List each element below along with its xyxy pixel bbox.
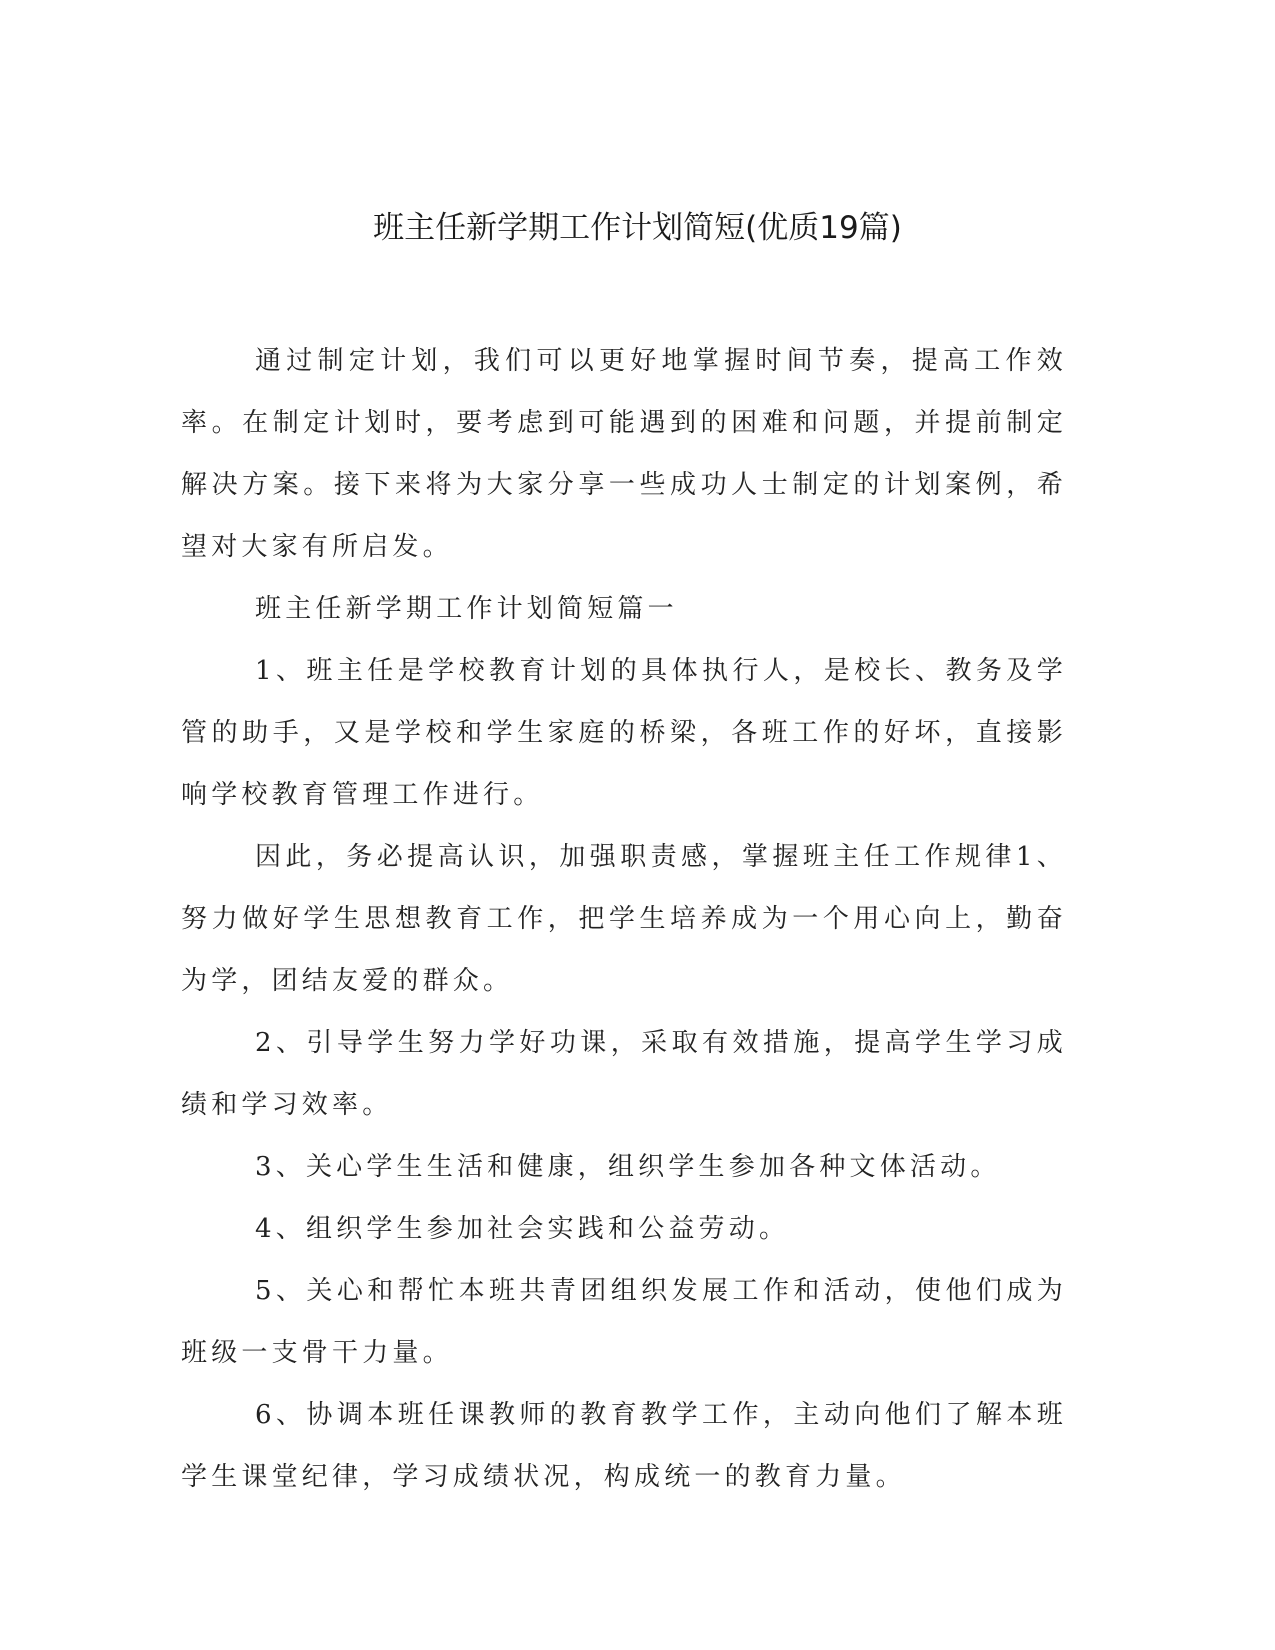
paragraph-item-5: 5、关心和帮忙本班共青团组织发展工作和活动，使他们成为班级一支骨干力量。 — [181, 1276, 1067, 1368]
paragraph-item-1: 1、班主任是学校教育计划的具体执行人，是校长、教务及学管的助手，又是学校和学生家庭的桥梁，各班工作的好坏，直接影响学校教育管理工作进行。 — [181, 656, 1067, 810]
paragraph-item-3: 3、关心学生生活和健康，组织学生参加各种文体活动。 — [255, 1152, 1001, 1182]
document-title: 班主任新学期工作计划简短(优质19篇) — [373, 210, 902, 246]
section-heading: 班主任新学期工作计划简短篇一 — [255, 594, 678, 624]
paragraph-item-4: 4、组织学生参加社会实践和公益劳动。 — [255, 1214, 790, 1244]
paragraph-item-6: 6、协调本班任课教师的教育教学工作，主动向他们了解本班学生课堂纪律，学习成绩状况，构成统一的教育力量。 — [181, 1400, 1067, 1492]
paragraph-intro: 通过制定计划，我们可以更好地掌握时间节奏，提高工作效率。在制定计划时，要考虑到可能遇到的困难和问题，并提前制定解决方案。接下来将为大家分享一些成功人士制定的计划案例，希望对大家有所启发。 — [181, 346, 1067, 562]
paragraph-item-2: 2、引导学生努力学好功课，采取有效措施，提高学生学习成绩和学习效率。 — [181, 1028, 1067, 1120]
document-body — [181, 330, 1067, 1508]
paragraph-therefore: 因此，务必提高认识，加强职责感，掌握班主任工作规律1、努力做好学生思想教育工作，把学生培养成为一个用心向上，勤奋为学，团结友爱的群众。 — [181, 842, 1067, 996]
